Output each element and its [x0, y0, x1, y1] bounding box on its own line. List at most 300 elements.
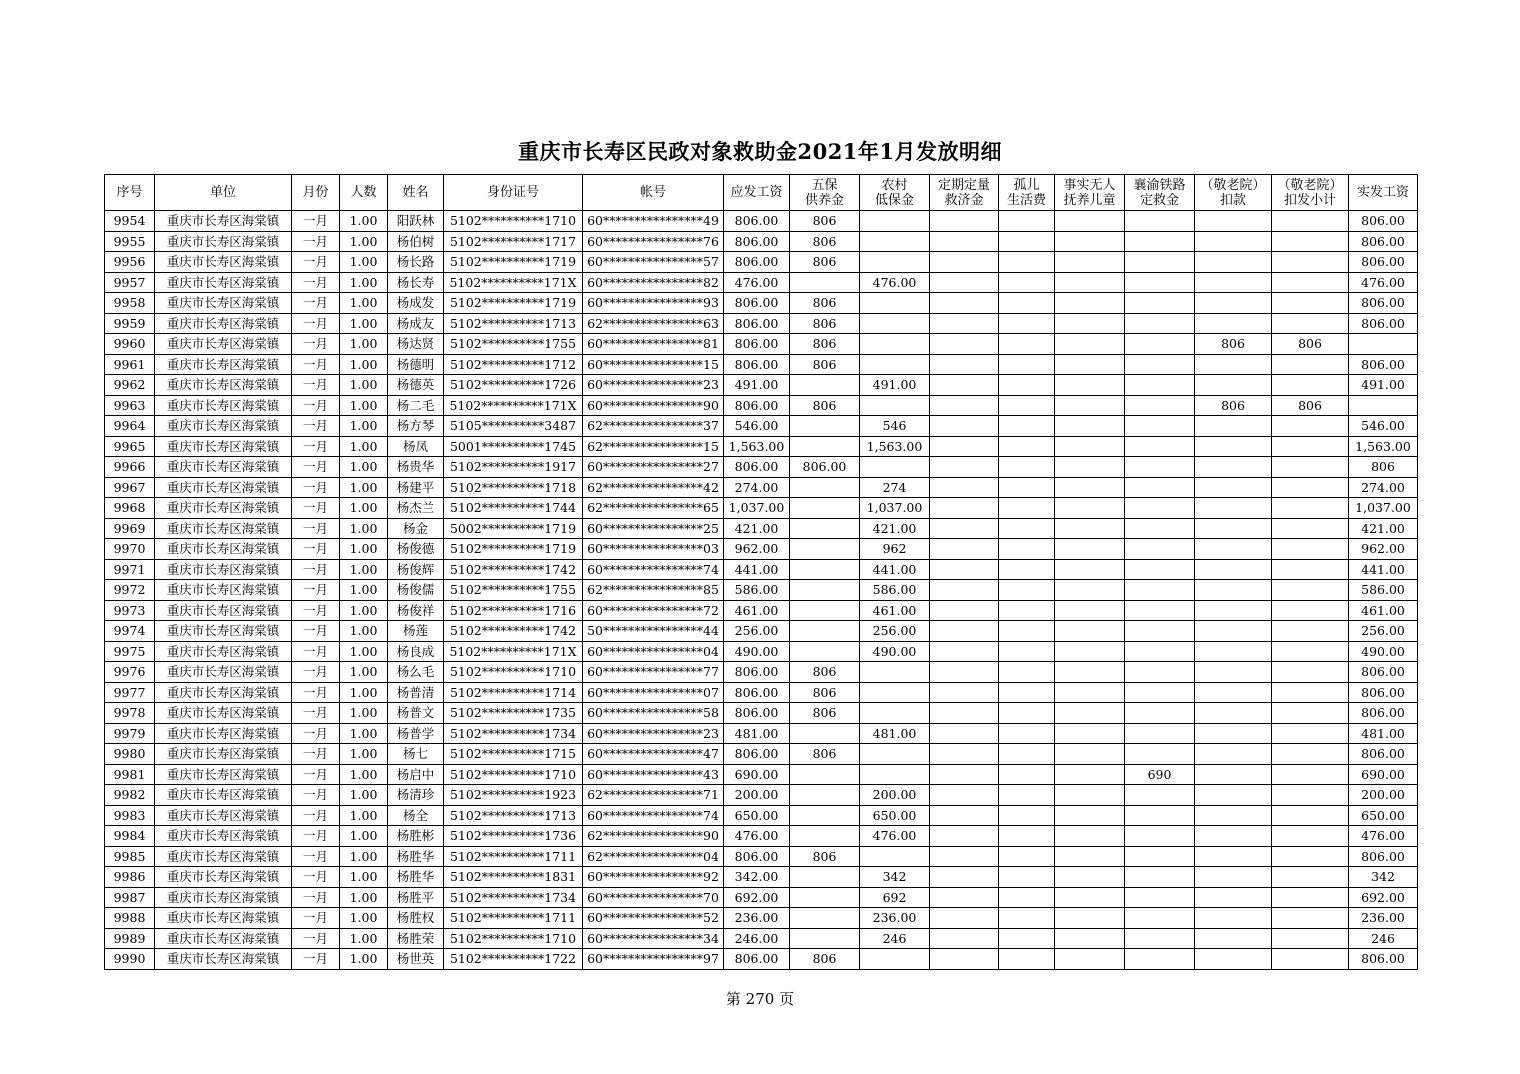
cell-dingqi: [930, 293, 999, 314]
cell-nursing-deduct-subtotal: [1272, 846, 1349, 867]
cell-nursing-deduction: [1195, 805, 1272, 826]
cell-net-pay: 274.00: [1349, 477, 1418, 498]
cell-month: 一月: [292, 477, 340, 498]
cell-xiangyu-railway: [1125, 928, 1195, 949]
cell-name: 杨达贤: [388, 334, 444, 355]
cell-unattended-child: [1055, 826, 1125, 847]
cell-orphan: [999, 313, 1055, 334]
cell-name: 杨方琴: [388, 416, 444, 437]
cell-count: 1.00: [340, 272, 388, 293]
cell-account: 60****************90: [583, 395, 724, 416]
cell-wubao: [790, 477, 860, 498]
cell-dingqi: [930, 313, 999, 334]
cell-dingqi: [930, 436, 999, 457]
cell-wubao: 806: [790, 354, 860, 375]
cell-net-pay: 546.00: [1349, 416, 1418, 437]
cell-net-pay: 200.00: [1349, 785, 1418, 806]
cell-dibao: [860, 744, 930, 765]
cell-xiangyu-railway: [1125, 313, 1195, 334]
cell-name: 杨普学: [388, 723, 444, 744]
cell-unit: 重庆市长寿区海棠镇: [155, 416, 292, 437]
cell-payable: 586.00: [724, 580, 790, 601]
cell-nursing-deduct-subtotal: [1272, 416, 1349, 437]
cell-nursing-deduction: [1195, 662, 1272, 683]
cell-xiangyu-railway: [1125, 744, 1195, 765]
cell-count: 1.00: [340, 949, 388, 970]
cell-seq: 9971: [105, 559, 155, 580]
cell-seq: 9983: [105, 805, 155, 826]
cell-count: 1.00: [340, 703, 388, 724]
cell-dibao: 491.00: [860, 375, 930, 396]
cell-orphan: [999, 723, 1055, 744]
cell-month: 一月: [292, 908, 340, 929]
cell-unattended-child: [1055, 785, 1125, 806]
cell-unit: 重庆市长寿区海棠镇: [155, 211, 292, 232]
cell-name: 杨胜华: [388, 867, 444, 888]
cell-count: 1.00: [340, 621, 388, 642]
cell-xiangyu-railway: [1125, 682, 1195, 703]
table-row: [105, 334, 1418, 355]
cell-id-number: 5102**********1710: [444, 662, 583, 683]
cell-dingqi: [930, 518, 999, 539]
cell-nursing-deduct-subtotal: [1272, 375, 1349, 396]
cell-seq: 9988: [105, 908, 155, 929]
cell-count: 1.00: [340, 293, 388, 314]
cell-xiangyu-railway: [1125, 662, 1195, 683]
cell-unattended-child: [1055, 682, 1125, 703]
cell-seq: 9980: [105, 744, 155, 765]
cell-month: 一月: [292, 580, 340, 601]
cell-unattended-child: [1055, 805, 1125, 826]
table-row: [105, 621, 1418, 642]
cell-month: 一月: [292, 723, 340, 744]
table-row: [105, 211, 1418, 232]
cell-unit: 重庆市长寿区海棠镇: [155, 518, 292, 539]
column-header-nursing-deduction: （敬老院） 扣款: [1195, 175, 1272, 211]
cell-month: 一月: [292, 354, 340, 375]
cell-orphan: [999, 354, 1055, 375]
cell-account: 60****************15: [583, 354, 724, 375]
cell-unit: 重庆市长寿区海棠镇: [155, 375, 292, 396]
table-row: [105, 498, 1418, 519]
cell-month: 一月: [292, 395, 340, 416]
table-row: [105, 354, 1418, 375]
cell-orphan: [999, 805, 1055, 826]
cell-seq: 9966: [105, 457, 155, 478]
cell-dingqi: [930, 826, 999, 847]
cell-nursing-deduct-subtotal: [1272, 785, 1349, 806]
cell-net-pay: 490.00: [1349, 641, 1418, 662]
cell-orphan: [999, 375, 1055, 396]
cell-month: 一月: [292, 887, 340, 908]
cell-payable: 481.00: [724, 723, 790, 744]
cell-nursing-deduct-subtotal: [1272, 764, 1349, 785]
cell-account: 62****************85: [583, 580, 724, 601]
column-header-count: 人数: [340, 175, 388, 211]
cell-payable: 546.00: [724, 416, 790, 437]
cell-name: 阳跃林: [388, 211, 444, 232]
cell-unit: 重庆市长寿区海棠镇: [155, 395, 292, 416]
cell-unattended-child: [1055, 764, 1125, 785]
cell-account: 60****************97: [583, 949, 724, 970]
cell-orphan: [999, 580, 1055, 601]
table-row: [105, 518, 1418, 539]
cell-orphan: [999, 785, 1055, 806]
cell-name: 杨建平: [388, 477, 444, 498]
cell-xiangyu-railway: [1125, 375, 1195, 396]
cell-seq: 9967: [105, 477, 155, 498]
cell-count: 1.00: [340, 539, 388, 560]
cell-count: 1.00: [340, 826, 388, 847]
table-row: [105, 457, 1418, 478]
cell-name: 杨清珍: [388, 785, 444, 806]
cell-month: 一月: [292, 744, 340, 765]
cell-net-pay: 421.00: [1349, 518, 1418, 539]
cell-seq: 9956: [105, 252, 155, 273]
cell-nursing-deduct-subtotal: [1272, 723, 1349, 744]
cell-xiangyu-railway: [1125, 252, 1195, 273]
table-header-row: [105, 175, 1418, 211]
cell-id-number: 5102**********1710: [444, 928, 583, 949]
cell-count: 1.00: [340, 600, 388, 621]
cell-dibao: [860, 662, 930, 683]
cell-dibao: 1,563.00: [860, 436, 930, 457]
cell-id-number: 5102**********1722: [444, 949, 583, 970]
cell-count: 1.00: [340, 354, 388, 375]
cell-id-number: 5102**********1714: [444, 682, 583, 703]
cell-orphan: [999, 539, 1055, 560]
cell-account: 62****************63: [583, 313, 724, 334]
cell-unattended-child: [1055, 416, 1125, 437]
cell-nursing-deduction: [1195, 354, 1272, 375]
cell-nursing-deduct-subtotal: [1272, 559, 1349, 580]
cell-id-number: 5102**********1718: [444, 477, 583, 498]
cell-wubao: [790, 908, 860, 929]
cell-orphan: [999, 682, 1055, 703]
column-header-month: 月份: [292, 175, 340, 211]
cell-unattended-child: [1055, 846, 1125, 867]
cell-month: 一月: [292, 416, 340, 437]
cell-account: 62****************42: [583, 477, 724, 498]
cell-dingqi: [930, 559, 999, 580]
cell-net-pay: 962.00: [1349, 539, 1418, 560]
cell-nursing-deduct-subtotal: 806: [1272, 395, 1349, 416]
cell-xiangyu-railway: [1125, 231, 1195, 252]
table-row: [105, 539, 1418, 560]
cell-nursing-deduct-subtotal: [1272, 518, 1349, 539]
cell-name: 杨贵华: [388, 457, 444, 478]
cell-id-number: 5102**********1712: [444, 354, 583, 375]
cell-orphan: [999, 416, 1055, 437]
cell-unattended-child: [1055, 703, 1125, 724]
cell-nursing-deduction: [1195, 867, 1272, 888]
cell-dibao: 461.00: [860, 600, 930, 621]
cell-payable: 1,563.00: [724, 436, 790, 457]
table-row: [105, 846, 1418, 867]
cell-id-number: 5102**********1713: [444, 313, 583, 334]
cell-account: 60****************49: [583, 211, 724, 232]
cell-payable: 236.00: [724, 908, 790, 929]
cell-account: 62****************37: [583, 416, 724, 437]
cell-name: 杨杰兰: [388, 498, 444, 519]
cell-net-pay: 806.00: [1349, 252, 1418, 273]
cell-xiangyu-railway: [1125, 805, 1195, 826]
cell-orphan: [999, 846, 1055, 867]
table-row: [105, 477, 1418, 498]
cell-net-pay: [1349, 395, 1418, 416]
cell-account: 60****************23: [583, 375, 724, 396]
cell-net-pay: 806.00: [1349, 354, 1418, 375]
column-header-name: 姓名: [388, 175, 444, 211]
cell-id-number: 5102**********1719: [444, 252, 583, 273]
cell-xiangyu-railway: [1125, 518, 1195, 539]
cell-id-number: 5102**********171X: [444, 395, 583, 416]
table-row: [105, 723, 1418, 744]
column-header-dibao: 农村 低保金: [860, 175, 930, 211]
column-header-nursing-deduct-subtotal: （敬老院） 扣发小计: [1272, 175, 1349, 211]
cell-count: 1.00: [340, 375, 388, 396]
cell-nursing-deduction: [1195, 744, 1272, 765]
cell-payable: 806.00: [724, 354, 790, 375]
cell-name: 杨凤: [388, 436, 444, 457]
cell-net-pay: 806.00: [1349, 744, 1418, 765]
cell-xiangyu-railway: [1125, 703, 1195, 724]
cell-nursing-deduction: [1195, 559, 1272, 580]
table-row: [105, 559, 1418, 580]
cell-count: 1.00: [340, 928, 388, 949]
cell-nursing-deduct-subtotal: [1272, 703, 1349, 724]
cell-id-number: 5102**********1742: [444, 559, 583, 580]
cell-month: 一月: [292, 621, 340, 642]
cell-seq: 9954: [105, 211, 155, 232]
cell-wubao: [790, 580, 860, 601]
cell-orphan: [999, 641, 1055, 662]
cell-unit: 重庆市长寿区海棠镇: [155, 498, 292, 519]
cell-unit: 重庆市长寿区海棠镇: [155, 559, 292, 580]
cell-net-pay: 806: [1349, 457, 1418, 478]
cell-month: 一月: [292, 457, 340, 478]
table-row: [105, 272, 1418, 293]
cell-account: 60****************74: [583, 805, 724, 826]
cell-id-number: 5102**********1715: [444, 744, 583, 765]
cell-nursing-deduction: [1195, 928, 1272, 949]
cell-seq: 9984: [105, 826, 155, 847]
cell-xiangyu-railway: [1125, 908, 1195, 929]
cell-xiangyu-railway: [1125, 559, 1195, 580]
cell-dibao: [860, 252, 930, 273]
cell-wubao: 806: [790, 252, 860, 273]
cell-account: 60****************93: [583, 293, 724, 314]
cell-name: 杨长路: [388, 252, 444, 273]
cell-seq: 9987: [105, 887, 155, 908]
cell-month: 一月: [292, 559, 340, 580]
column-header-unit: 单位: [155, 175, 292, 211]
cell-orphan: [999, 867, 1055, 888]
cell-id-number: 5102**********1734: [444, 887, 583, 908]
cell-nursing-deduction: [1195, 887, 1272, 908]
cell-unit: 重庆市长寿区海棠镇: [155, 887, 292, 908]
column-header-account: 帐号: [583, 175, 724, 211]
table-row: [105, 416, 1418, 437]
table-row: [105, 580, 1418, 601]
cell-payable: 690.00: [724, 764, 790, 785]
cell-payable: 476.00: [724, 272, 790, 293]
cell-unit: 重庆市长寿区海棠镇: [155, 805, 292, 826]
cell-nursing-deduction: [1195, 477, 1272, 498]
cell-id-number: 5102**********1726: [444, 375, 583, 396]
cell-orphan: [999, 703, 1055, 724]
cell-orphan: [999, 231, 1055, 252]
cell-unit: 重庆市长寿区海棠镇: [155, 908, 292, 929]
cell-dibao: 962: [860, 539, 930, 560]
cell-wubao: [790, 826, 860, 847]
cell-unattended-child: [1055, 272, 1125, 293]
cell-nursing-deduct-subtotal: [1272, 928, 1349, 949]
cell-unit: 重庆市长寿区海棠镇: [155, 539, 292, 560]
cell-dingqi: [930, 416, 999, 437]
cell-account: 60****************52: [583, 908, 724, 929]
cell-unit: 重庆市长寿区海棠镇: [155, 744, 292, 765]
cell-count: 1.00: [340, 908, 388, 929]
cell-name: 杨全: [388, 805, 444, 826]
cell-dibao: [860, 354, 930, 375]
cell-wubao: [790, 600, 860, 621]
cell-xiangyu-railway: [1125, 354, 1195, 375]
cell-orphan: [999, 826, 1055, 847]
cell-unattended-child: [1055, 211, 1125, 232]
cell-xiangyu-railway: [1125, 600, 1195, 621]
cell-nursing-deduction: [1195, 252, 1272, 273]
cell-dingqi: [930, 600, 999, 621]
cell-account: 60****************34: [583, 928, 724, 949]
cell-wubao: [790, 436, 860, 457]
cell-name: 杨德明: [388, 354, 444, 375]
cell-month: 一月: [292, 498, 340, 519]
cell-name: 杨成友: [388, 313, 444, 334]
cell-month: 一月: [292, 231, 340, 252]
column-header-payable: 应发工资: [724, 175, 790, 211]
cell-id-number: 5102**********1831: [444, 867, 583, 888]
cell-payable: 806.00: [724, 252, 790, 273]
cell-id-number: 5105**********3487: [444, 416, 583, 437]
cell-nursing-deduct-subtotal: [1272, 252, 1349, 273]
cell-month: 一月: [292, 826, 340, 847]
cell-dingqi: [930, 272, 999, 293]
cell-dingqi: [930, 231, 999, 252]
cell-id-number: 5102**********1744: [444, 498, 583, 519]
cell-dingqi: [930, 723, 999, 744]
cell-count: 1.00: [340, 580, 388, 601]
cell-unattended-child: [1055, 662, 1125, 683]
cell-unit: 重庆市长寿区海棠镇: [155, 313, 292, 334]
cell-id-number: 5102**********1711: [444, 846, 583, 867]
cell-dibao: [860, 682, 930, 703]
cell-nursing-deduction: [1195, 457, 1272, 478]
cell-dingqi: [930, 846, 999, 867]
cell-wubao: [790, 621, 860, 642]
cell-name: 杨成发: [388, 293, 444, 314]
cell-account: 60****************03: [583, 539, 724, 560]
cell-orphan: [999, 662, 1055, 683]
cell-orphan: [999, 334, 1055, 355]
cell-seq: 9979: [105, 723, 155, 744]
cell-payable: 806.00: [724, 703, 790, 724]
cell-nursing-deduction: [1195, 600, 1272, 621]
cell-wubao: [790, 539, 860, 560]
cell-payable: 441.00: [724, 559, 790, 580]
cell-month: 一月: [292, 682, 340, 703]
cell-dingqi: [930, 539, 999, 560]
cell-xiangyu-railway: [1125, 621, 1195, 642]
cell-nursing-deduct-subtotal: [1272, 805, 1349, 826]
cell-unattended-child: [1055, 477, 1125, 498]
table-row: [105, 867, 1418, 888]
cell-month: 一月: [292, 764, 340, 785]
column-header-seq: 序号: [105, 175, 155, 211]
cell-count: 1.00: [340, 395, 388, 416]
table-row: [105, 764, 1418, 785]
cell-net-pay: 806.00: [1349, 682, 1418, 703]
cell-xiangyu-railway: [1125, 477, 1195, 498]
cell-id-number: 5102**********1710: [444, 764, 583, 785]
cell-orphan: [999, 395, 1055, 416]
cell-net-pay: 586.00: [1349, 580, 1418, 601]
cell-nursing-deduct-subtotal: [1272, 621, 1349, 642]
cell-net-pay: 806.00: [1349, 293, 1418, 314]
cell-seq: 9965: [105, 436, 155, 457]
cell-id-number: 5102**********1716: [444, 600, 583, 621]
table-row: [105, 887, 1418, 908]
cell-net-pay: 690.00: [1349, 764, 1418, 785]
cell-net-pay: 806.00: [1349, 846, 1418, 867]
cell-account: 60****************25: [583, 518, 724, 539]
cell-seq: 9969: [105, 518, 155, 539]
cell-nursing-deduct-subtotal: [1272, 293, 1349, 314]
cell-seq: 9962: [105, 375, 155, 396]
cell-unattended-child: [1055, 457, 1125, 478]
cell-nursing-deduction: [1195, 211, 1272, 232]
cell-dingqi: [930, 744, 999, 765]
cell-nursing-deduct-subtotal: [1272, 887, 1349, 908]
cell-payable: 806.00: [724, 949, 790, 970]
cell-account: 60****************23: [583, 723, 724, 744]
cell-dibao: [860, 949, 930, 970]
table-row: [105, 600, 1418, 621]
cell-unit: 重庆市长寿区海棠镇: [155, 272, 292, 293]
cell-xiangyu-railway: [1125, 334, 1195, 355]
cell-nursing-deduct-subtotal: [1272, 436, 1349, 457]
cell-orphan: [999, 908, 1055, 929]
cell-wubao: [790, 375, 860, 396]
cell-xiangyu-railway: [1125, 416, 1195, 437]
column-header-xiangyu-railway: 襄渝铁路 定救金: [1125, 175, 1195, 211]
table-row: [105, 293, 1418, 314]
cell-name: 杨俊儒: [388, 580, 444, 601]
cell-nursing-deduction: [1195, 313, 1272, 334]
cell-count: 1.00: [340, 559, 388, 580]
cell-xiangyu-railway: [1125, 887, 1195, 908]
cell-dingqi: [930, 457, 999, 478]
cell-month: 一月: [292, 272, 340, 293]
cell-nursing-deduct-subtotal: [1272, 477, 1349, 498]
cell-dibao: 256.00: [860, 621, 930, 642]
cell-orphan: [999, 887, 1055, 908]
cell-wubao: [790, 416, 860, 437]
cell-payable: 491.00: [724, 375, 790, 396]
cell-dingqi: [930, 375, 999, 396]
table-row: [105, 682, 1418, 703]
cell-account: 60****************07: [583, 682, 724, 703]
